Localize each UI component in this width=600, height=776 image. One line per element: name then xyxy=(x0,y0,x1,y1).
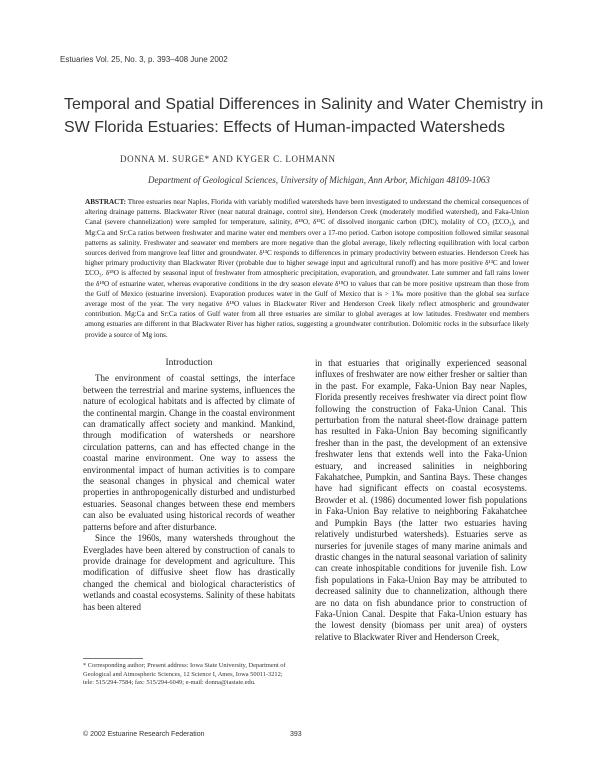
paper-title: Temporal and Spatial Differences in Salinity and Water Chemistry in SW Florida Estuaries: Effects of Human-impacted Watersheds xyxy=(64,96,544,136)
footnote-divider xyxy=(83,658,143,659)
right-column xyxy=(315,358,527,643)
journal-header: Estuaries Vol. 25, No. 3, p. 393–408 June 2002 xyxy=(60,55,228,64)
abstract-text: Three estuaries near Naples, Florida with variably modified watersheds have been investigated to understand the chemical consequences of altering drainage patterns. Blackwater River (near natural drainage, control site), Henderson Creek (moderately modified watershed), and Faka-Union Canal (severe channelization) were sampled for temperature, salinity, δ¹⁸O, δ¹³C of dissolved inorganic carbon (DIC), molality of CO₃ (ΣCO₃), and Mg:Ca and Sr:Ca ratios between freshwater and marine water end members over a 17-mo period. Carbon isotope composition followed similar seasonal patterns as salinity. Freshwater and seawater end members are more negative than the global average, likely reflecting equilibration with local carbon sources derived from mangrove leaf litter and groundwater. δ¹³C responds to differences in primary productivity between estuaries. Henderson Creek has higher primary productivity than Blackwater River (probable due to higher sewage input and agricultural runoff) and has more positive δ¹³C and lower ΣCO₃. δ¹⁸O is affected by seasonal input of freshwater from atmospheric precipitation, evaporation, and groundwater. Late summer and fall rains lower the δ¹⁸O of estuarine water, whereas evaporative conditions in the dry season elevate δ¹⁸O to values that can be more positive upstream than those from the Gulf of Mexico (estuarine inversion). Evaporation produces water in the Gulf of Mexico that is > 1‰ more positive than the global sea surface average most of the year. The very negative δ¹⁸O values in Blackwater River and Henderson Creek likely reflect atmospheric and groundwater contribution. Mg:Ca and Sr:Ca ratios of Gulf water from all three estuaries are similar to global averages at low latitudes. Freshwater end members among estuaries are different in that Blackwater River has higher ratios, suggesting a groundwater contribution. Dolomitic rocks in the subsurface likely provide a source of Mg ions. xyxy=(85,198,529,339)
authors: DONNA M. SURGE* AND KYGER C. LOHMANN xyxy=(120,154,336,164)
copyright-footer: © 2002 Estuarine Research Federation xyxy=(83,731,205,738)
introduction-heading: Introduction xyxy=(165,358,213,368)
intro-paragraph-continued: in that estuaries that originally experienced seasonal influxes of freshwater are now either fresher or saltier than in the past. For example, Faka-Union Bay near Naples, Florida presently receives freshwater via direct point flow following the construction of Faka-Union Canal. This perturbation from the natural sheet-flow drainage pattern has resulted in Faka-Union Bay becoming significantly fresher than in the past, the development of an extensive freshwater lens that extends well into the Faka-Union estuary, and increased salinities in neighboring Fakahatchee, Pumpkin, and Santina Bays. These changes have had significant effects on coastal ecosystems. Browder et al. (1986) documented lower fish populations in Faka-Union Bay relative to neighboring Fakahatchee and Pumpkin Bays (the latter two estuaries having relatively undisturbed watersheds). Estuaries serve as nurseries for juvenile stages of many marine animals and drastic changes in the natural seasonal variation of salinity can create inhospitable conditions for juvenile fish. Low fish populations in Faka-Union Bay may be attributed to decreased salinity due to channelization, although there are no data on fish abundance prior to construction of Faka-Union Canal. Despite that Faka-Union estuary has the lowest density (biomass per unit area) of oysters relative to Blackwater River and Henderson Creek, xyxy=(315,358,527,642)
footnote xyxy=(83,662,293,688)
left-column xyxy=(83,358,295,613)
footnote-text: * Corresponding author; Present address: Iowa State University, Department of Geological and Atmospheric Sciences, 12 Science I, Ames, Iowa 50011-3212; tele: 515/294-7584; fax: 515/294-6049; e-mail: donna@iastate.edu. xyxy=(83,662,286,687)
abstract xyxy=(85,197,529,340)
page-number: 393 xyxy=(290,731,302,738)
affiliation: Department of Geological Sciences, University of Michigan, Ann Arbor, Michigan 48109-1063 xyxy=(148,175,490,185)
abstract-label: ABSTRACT: xyxy=(85,198,127,206)
intro-paragraph-1: The environment of coastal settings, the interface between the terrestrial and marine systems, influences the nature of ecological habitats and is affected by climate of the continental margin. Change in the coastal environment can dramatically affect society and mankind. Mankind, through modification of watersheds or nearshore circulation patterns, can and has effected change in the coastal marine environment. One way to assess the environmental impact of human activities is to compare the seasonal changes in physical and chemical water properties in anthropogenically disturbed and undisturbed estuaries. Seasonal changes between these end members can also be evaluated using historical records of weather patterns before and after disturbance. xyxy=(83,373,295,532)
intro-paragraph-2: Since the 1960s, many watersheds throughout the Everglades have been altered by construction of canals to provide drainage for development and agriculture. This modification of diffusive sheet flow has drastically changed the chemical and biological characteristics of wetlands and coastal ecosystems. Salinity of these habitats has been altered xyxy=(83,533,295,612)
